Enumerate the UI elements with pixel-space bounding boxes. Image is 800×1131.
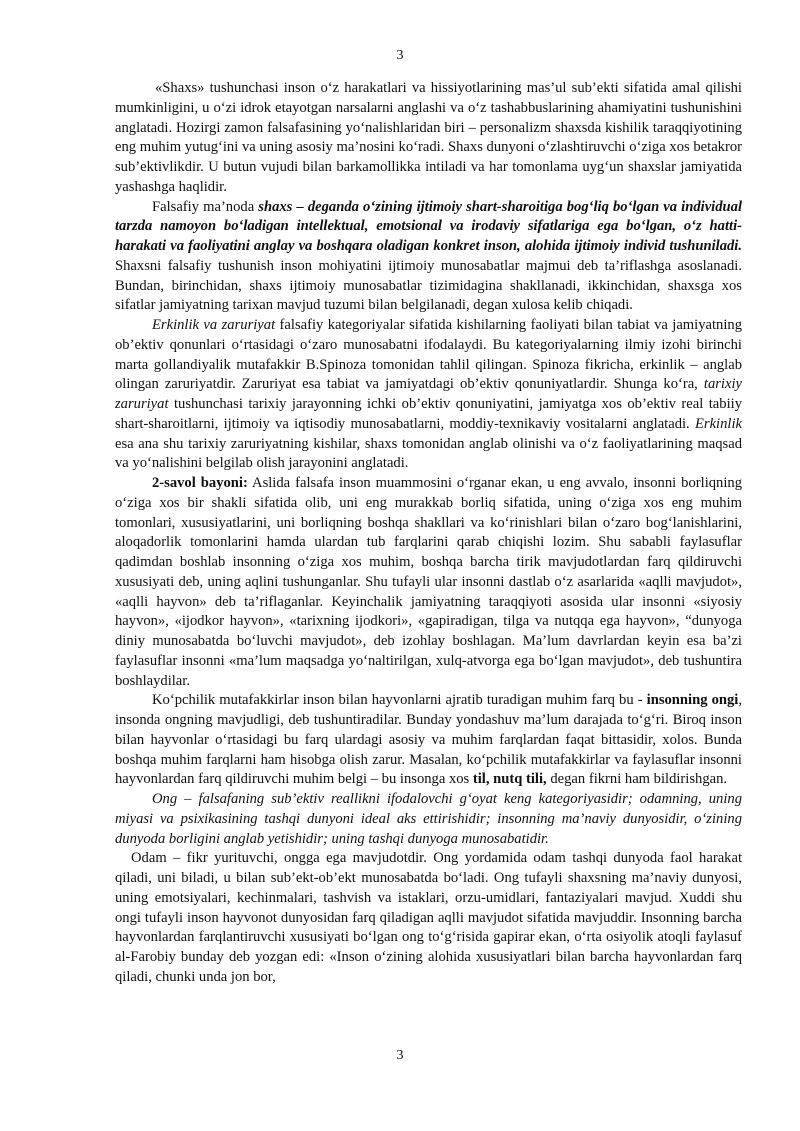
text-run: tushunchasi tarixiy jarayonning ichki ob’ektiv qonuniyatini, jamiyatga xos ob’ektiv real tabiiy shart-sharoitlarni, ijtimoiy va iqtisodiy munosabatlarni, moddiy-texnikaviy vositalarni anglatadi. bbox=[115, 396, 742, 432]
text-run: , insonda ongning mavjudligi, deb tushuntiradilar. Bunday yondashuv ma’lum darajada to‘g‘ri. Biroq inson bilan hayvonlar o‘rtasidagi bu farq ulardagi asosiy va muhim farqlardan faqat bittasidir, xolos. Bunda boshqa muhim farqlarni ham hisobga olish zarur. Masalan, ko‘pchilik mutafakkirlar va faylasuflar insonni hayvonlardan farq qildiruvchi muhim belgi – bu insonga xos bbox=[115, 692, 742, 788]
paragraph-consciousness bbox=[115, 691, 742, 790]
text-run: Shaxsni falsafiy tushunish inson mohiyatini ijtimoiy munosabatlar majmui deb ta’riflashga asoslanadi. Bundan, birinchidan, shaxs ijtimoiy munosabatlar tizimidagina shakllanadi, ikkinchidan, shaxsga xos sifatlar jamiyatning tarixan mavjud tuzumi bilan belgilanadi, degan xulosa kelib chiqadi. bbox=[115, 257, 742, 314]
page-number-top: 3 bbox=[396, 48, 404, 63]
paragraph-human-thinking: Odam – fikr yurituvchi, ongga ega mavjudotdir. Ong yordamida odam tashqi dunyoda faol harakat qiladi, uni biladi, u bilan sub’ekt-ob’ekt munosabatda bo‘ladi. Ong tufayli shaxsning ma’naviy dunyosi, uning emotsiyalari, kechinmalari, tashvish va istaklari, orzu-umidlari, fantaziyalari mavjud. Xuddi shu ongi tufayli inson hayvonot dunyosidan farq qiladigan aqlli mavjudot sifatida mavjuddir. Insonning barcha hayvonlardan farqlantiruvchi xususiyati bo‘lgan ong to‘g‘risida gapirar ekan, o‘rta osiyolik atoqli faylasuf al-Farobiy bunday deb yozgan edi: «Inson o‘zining alohida xususiyatlari bilan barcha hayvonlardan farq qiladi, chunki unda jon bor, bbox=[115, 850, 742, 985]
paragraph-shaxs-concept: «Shaxs» tushunchasi inson o‘z harakatlari va hissiyotlarining mas’ul sub’ekti sifatida amal qilishi mumkinligini, u o‘zi idrok etayotgan narsalarni anglashi va o‘z tashabbuslarining ahamiyatini tushunishini anglatadi. Hozirgi zamon falsafasining yo‘nalishlaridan biri – personalizm shaxsda kishilik taraqqiyotining eng muhim yutug‘ini va uning asosiy ma’nosini ko‘radi. Shaxs dunyoni o‘zlashtiruvchi o‘ziga xos betakror sub’ektivlikdir. U butun vujudi bilan barkamollikka intiladi va har tomonlama uyg‘un shaxslar jamiyatida yashashga haqlidir. bbox=[115, 80, 742, 195]
definition-ong: Ong – falsafaning sub’ektiv reallikni ifodalovchi g‘oyat keng kategoriyasidir; odamning, uning miyasi va psixikasining tashqi dunyoni ideal aks ettirishidir; insonning ma’naviy dunyosidir, o‘zining dunyoda borligini anglab yetishidir; uning tashqi dunyoga munosabatidir. bbox=[115, 791, 742, 847]
text-run: degan fikrni ham bildirishgan. bbox=[546, 771, 728, 788]
text-run: Ko‘pchilik mutafakkirlar inson bilan hayvonlarni ajratib turadigan muhim farq bu - bbox=[152, 692, 647, 709]
term-freedom-necessity: Erkinlik va zaruriyat bbox=[152, 317, 276, 333]
term-freedom: Erkinlik bbox=[694, 415, 742, 432]
text-run: Aslida falsafa inson muammosini o‘rganar ekan, u eng avvalo, insonni borliqning o‘ziga xos bir shakli sifatida olib, uni eng murakkab borliq sifatida, uning o‘ziga xos eng muhim tomonlari, xususiyatlarini, uni borliqning boshqa shakllari va ko‘rinishlari bilan o‘zaro bog‘lanishlarini, aloqadorlik tomonlarini hamda ulardan tub farqlarini qarab chiqishi lozim. Shu sababli faylasuflar qadimdan boshlab insonning o‘ziga xos muhim, boshqa barcha tirik mavjudotlardan farq qildiruvchi xususiyati deb, uning aqlini tushunganlar. Shu tufayli ular insonni dastlab o‘z asarlarida «aqlli mavjudot», «aqlli hayvon» deb ta’riflaganlar. Keyinchalik jamiyatning taraqqiyoti asosida ular insonni «siyosiy hayvon», «ijodkor hayvon», «tarixning ijodkori», «gapiradigan, tilga va nutqqa ega hayvon», “dunyoga diniy munosabatda bo‘luvchi mavjudot», deb izohlay boshlagan. Ma’lum davrlardan keyin esa ba’zi faylasuflar insonni «ma’lum maqsadga yo‘naltirilgan, xulq-atvorga ega bo‘lgan mavjudot», deb tushuntira boshlaydilar. bbox=[115, 475, 742, 689]
definition-shaxs: shaxs – deganda o‘zining ijtimoiy shart-sharoitiga bog‘liq bo‘lgan va individual tarzda namoyon bo‘ladigan intellektual, emotsional va irodaviy sifatlariga ega bo‘lgan, o‘z hatti-harakati va faoliyatini anglay va boshqara oladigan konkret inson, alohida ijtimoiy individ tushuniladi. bbox=[115, 198, 742, 254]
page-number-bottom: 3 bbox=[396, 1048, 404, 1063]
paragraph-shaxs-definition bbox=[115, 198, 742, 317]
paragraph-freedom-necessity bbox=[115, 316, 742, 474]
text-run: falsafiy kategoriyalar sifatida kishilarning faoliyati bilan tabiat va jamiyatning ob’ektiv qonunlari o‘rtasidagi o‘zaro munosabatni ifodalaydi. Bu kategoriyalarning ilmiy izohi birinchi marta gollandiyalik mutafakkir B.Spinoza tomonidan tahlil qilingan. Spinoza fikricha, erkinlik – anglab olingan zaruriyatdir. Zaruriyat esa tabiat va jamiyatdagi ob’ektiv qonuniyatlardir. Shunga ko‘ra, bbox=[115, 317, 742, 393]
term-human-consciousness: insonning ongi bbox=[646, 692, 739, 709]
document-body bbox=[115, 79, 742, 988]
paragraph-question-2 bbox=[115, 474, 742, 691]
term-language-speech: til, nutq tili, bbox=[472, 771, 547, 788]
text-run: esa ana shu tarixiy zaruriyatning kishilar, shaxs tomonidan anglab olinishi va o‘z faoliyatlarining maqsad va yo‘nalishini belgilab olish jarayonini anglatadi. bbox=[115, 435, 742, 472]
paragraph-ong-definition bbox=[115, 790, 742, 849]
question-heading: 2-savol bayoni: bbox=[152, 475, 248, 491]
term-historical-necessity: tarixiy zaruriyat bbox=[115, 376, 742, 412]
text-run: Falsafiy ma’noda bbox=[152, 198, 259, 215]
